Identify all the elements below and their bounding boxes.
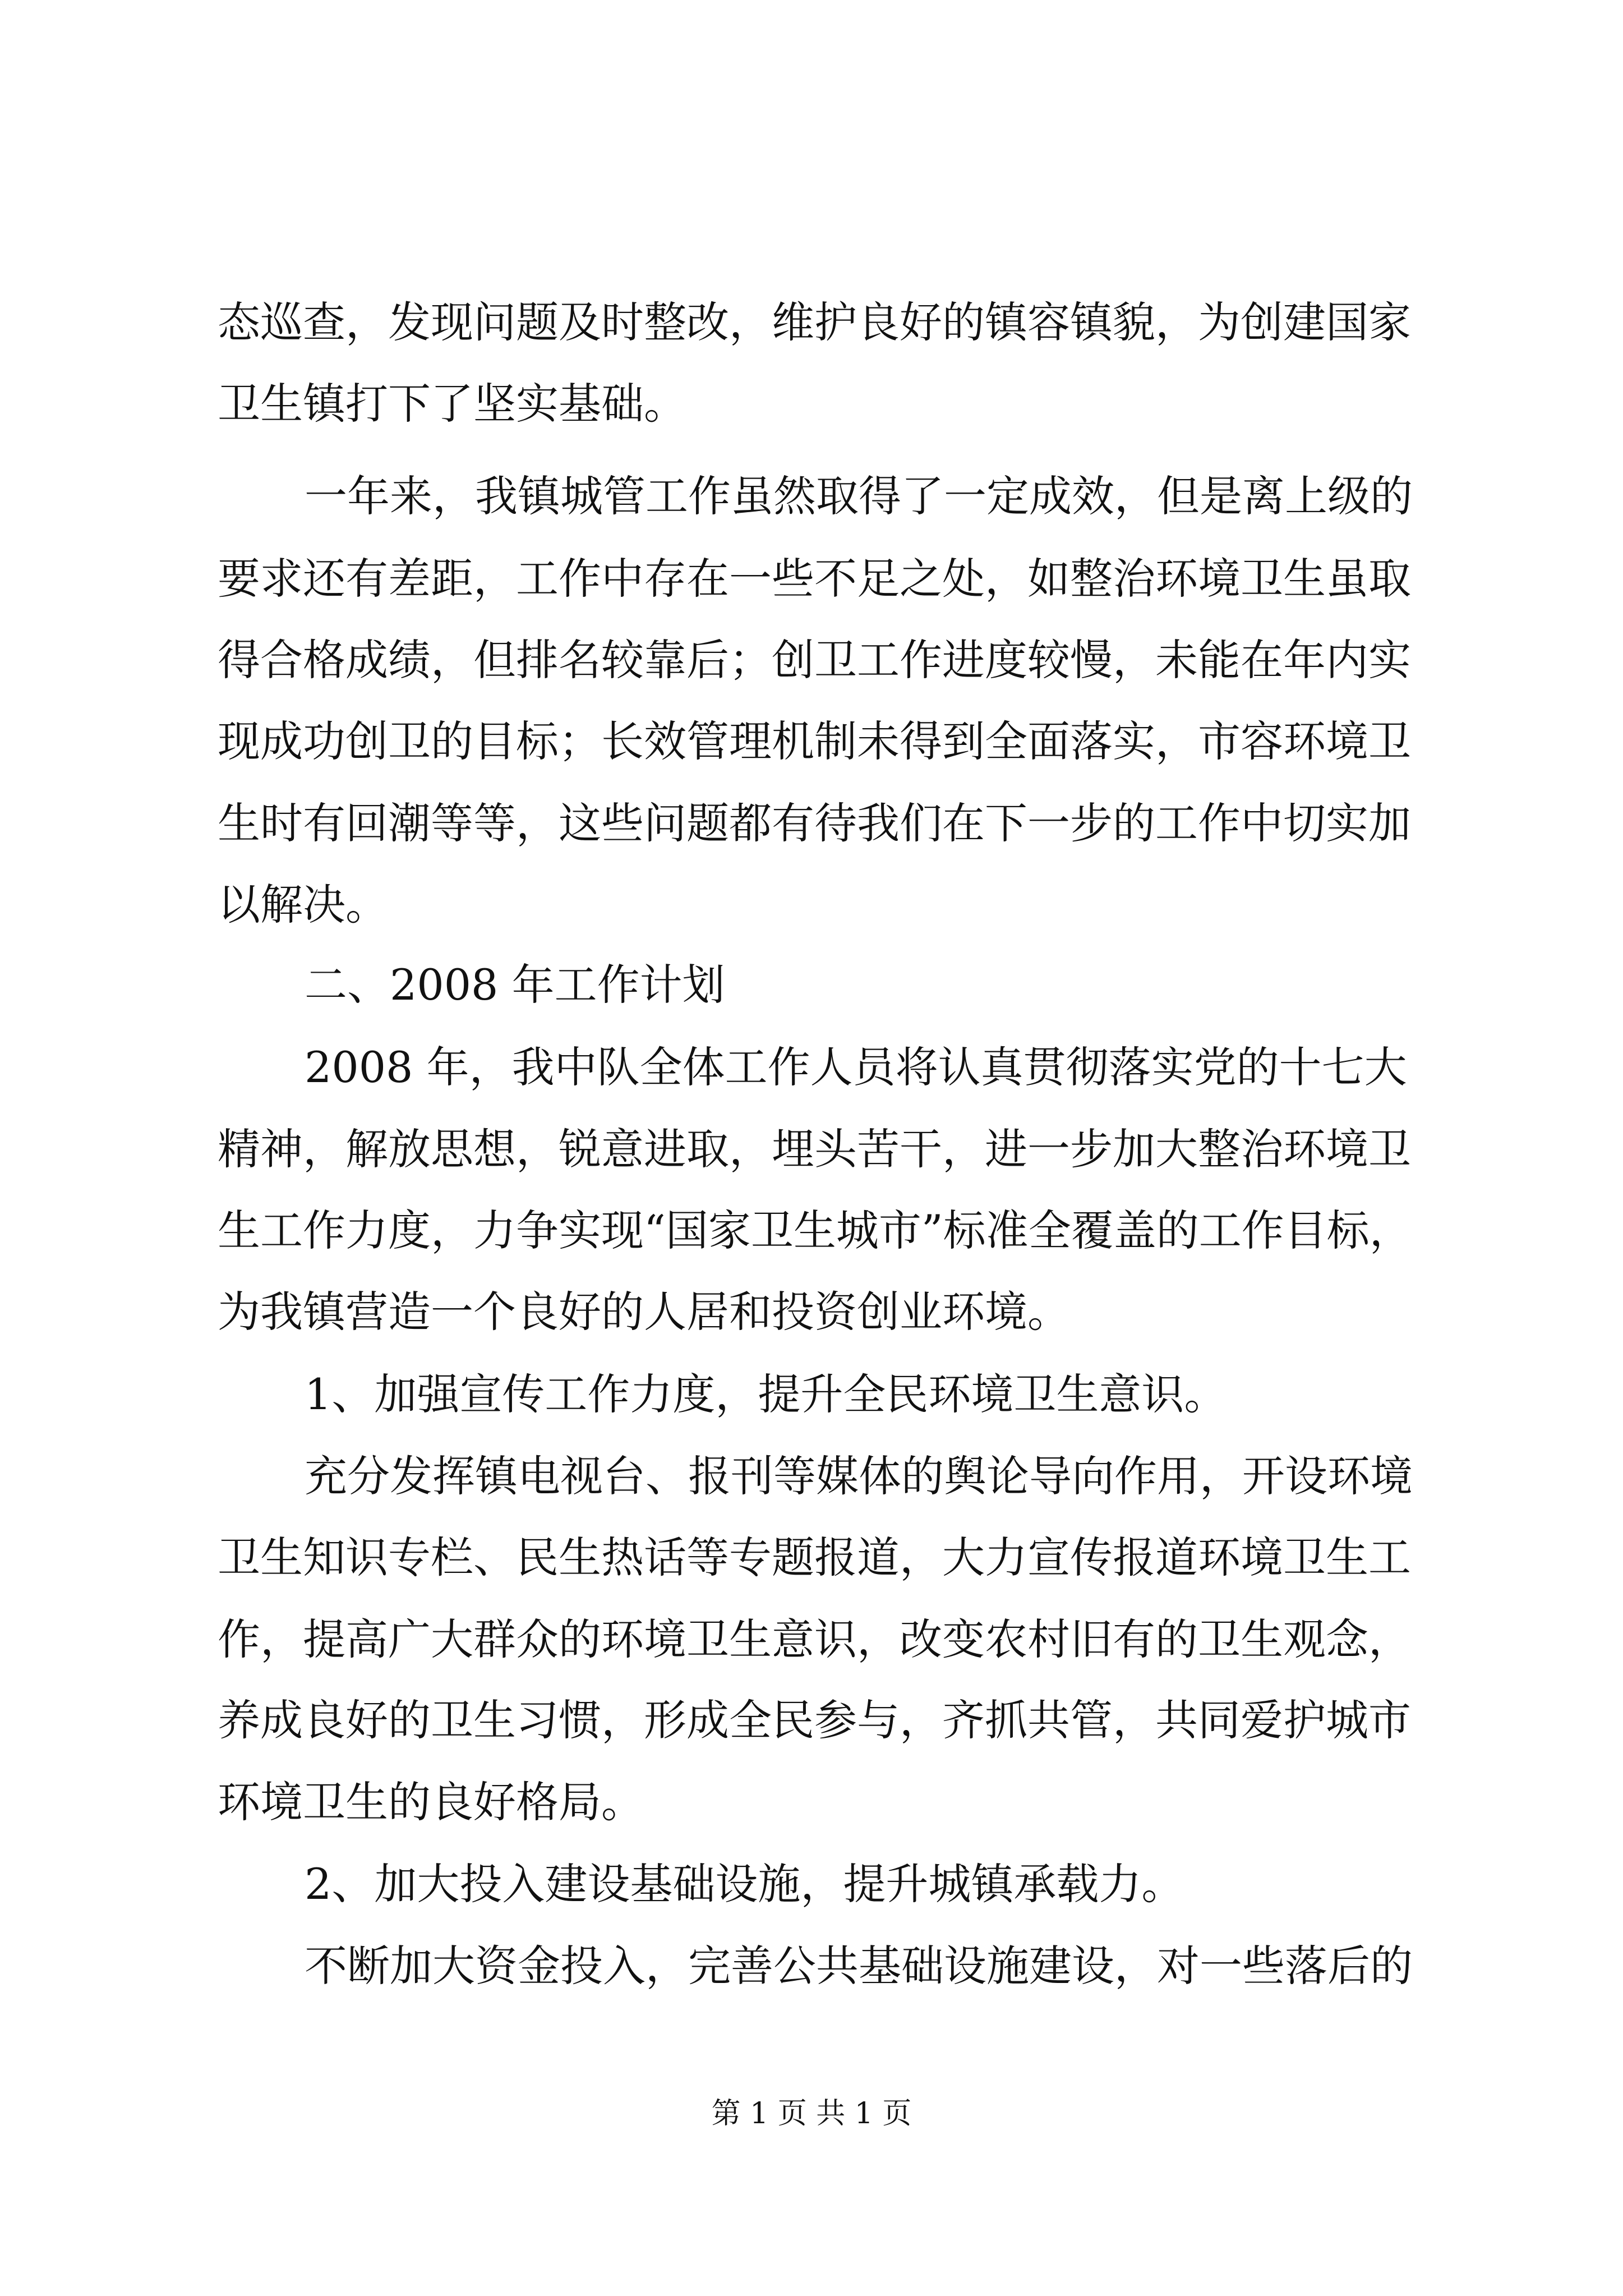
body-line: 得合格成绩，但排名较靠后；创卫工作进度较慢，未能在年内实 — [218, 635, 1411, 685]
page-footer: 第 1 页 共 1 页 — [711, 2097, 912, 2131]
body-line: 作，提高广大群众的环境卫生意识，改变农村旧有的卫生观念， — [218, 1614, 1411, 1664]
body-line: 以解决。 — [218, 880, 388, 930]
body-line: 卫生镇打下了坚实基础。 — [218, 379, 686, 429]
paragraph-start-line: 充分发挥镇电视台、报刊等媒体的舆论导向作用，开设环境 — [305, 1451, 1413, 1501]
subsection-heading: 1、加强宣传工作力度，提升全民环境卫生意识。 — [305, 1369, 1227, 1419]
body-line: 现成功创卫的目标；长效管理机制未得到全面落实，市容环境卫 — [218, 716, 1411, 766]
body-line: 生时有回潮等等，这些问题都有待我们在下一步的工作中切实加 — [218, 798, 1411, 848]
body-line: 要求还有差距，工作中存在一些不足之处，如整治环境卫生虽取 — [218, 554, 1411, 604]
body-line: 精神，解放思想，锐意进取，埋头苦干，进一步加大整治环境卫 — [218, 1124, 1411, 1174]
paragraph-start-line: 2008 年，我中队全体工作人员将认真贯彻落实党的十七大 — [305, 1042, 1407, 1092]
paragraph-start-line: 一年来，我镇城管工作虽然取得了一定成效，但是离上级的 — [305, 471, 1413, 521]
body-line: 卫生知识专栏、民生热话等专题报道，大力宣传报道环境卫生工 — [218, 1533, 1411, 1582]
body-line: 生工作力度，力争实现“国家卫生城市”标准全覆盖的工作目标， — [218, 1205, 1412, 1255]
subsection-heading: 2、加大投入建设基础设施，提升城镇承载力。 — [305, 1859, 1184, 1909]
body-line: 环境卫生的良好格局。 — [218, 1777, 644, 1827]
paragraph-start-line: 不断加大资金投入，完善公共基础设施建设，对一些落后的 — [305, 1941, 1413, 1991]
body-line: 为我镇营造一个良好的人居和投资创业环境。 — [218, 1287, 1070, 1337]
section-heading: 二、2008 年工作计划 — [305, 960, 725, 1010]
body-line: 养成良好的卫生习惯，形成全民参与，齐抓共管，共同爱护城市 — [218, 1695, 1411, 1745]
body-line: 态巡查，发现问题及时整改，维护良好的镇容镇貌，为创建国家 — [218, 297, 1411, 347]
